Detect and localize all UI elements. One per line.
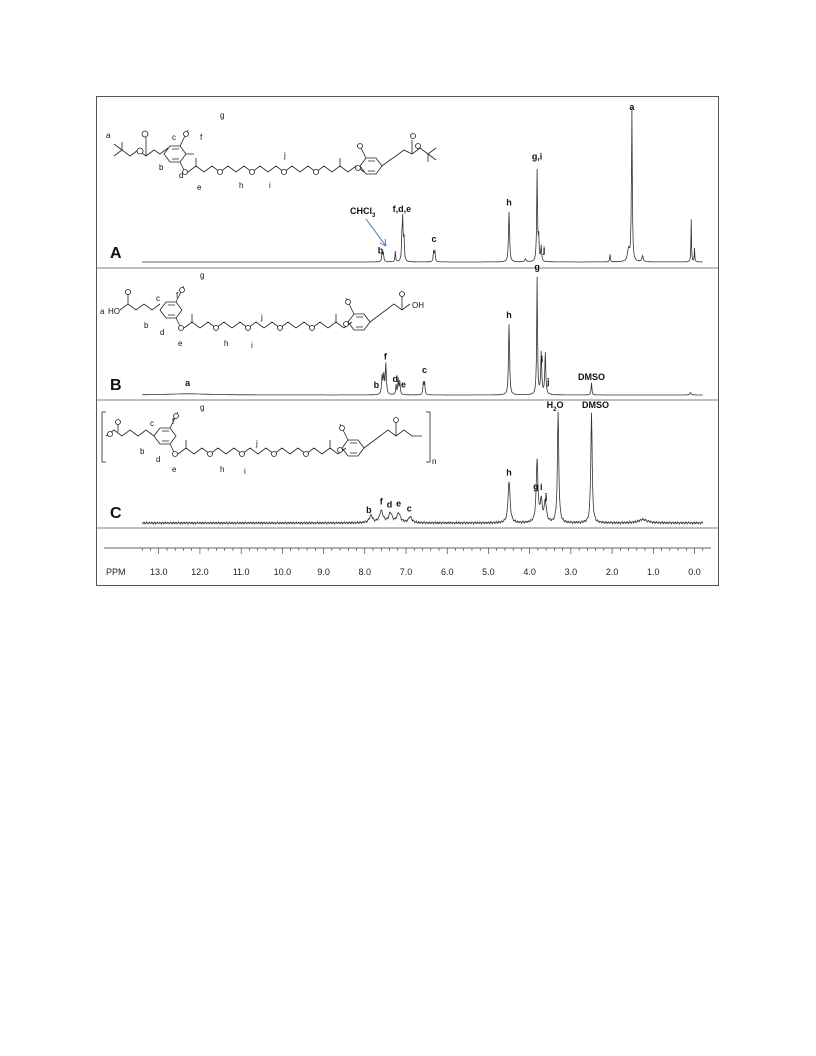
- struct-a-label-j: j: [284, 151, 286, 160]
- peak-label-c-4: c: [406, 503, 412, 514]
- peak-label-b-6: d: [392, 374, 399, 385]
- struct-b-label-d: d: [160, 328, 165, 337]
- tick-label: 5.0: [482, 567, 495, 577]
- struct-b-left-tag: a: [100, 307, 105, 316]
- struct-a-label-e: e: [197, 183, 202, 192]
- tick-label: 12.0: [191, 567, 209, 577]
- tick-label: 13.0: [149, 567, 168, 577]
- peak-label-b-10: DMSO: [577, 372, 605, 382]
- peak-label-b-9: a: [185, 378, 191, 388]
- struct-a-label-h: h: [239, 181, 244, 190]
- tick-label: 11.0: [232, 567, 250, 577]
- struct-c-label-g: g: [200, 403, 205, 412]
- peak-label-c-5: h: [506, 467, 512, 478]
- struct-c-label-h: h: [220, 465, 225, 474]
- peak-label-c-3: e: [396, 498, 402, 509]
- struct-a-label-i: i: [269, 181, 271, 190]
- peak-label-a-3: j: [542, 245, 546, 256]
- struct-c-label-j: j: [256, 439, 258, 448]
- struct-b-acid-right: OH: [412, 301, 424, 310]
- panel-label-c: C: [110, 505, 122, 522]
- struct-a-label-b: b: [159, 163, 164, 172]
- struct-c-label-c: c: [150, 419, 154, 428]
- struct-a-label-f: f: [200, 133, 203, 142]
- panel-label-a: A: [110, 245, 122, 262]
- struct-a-label-a: a: [106, 131, 111, 140]
- peak-label-c-1: f: [379, 496, 383, 507]
- peak-label-c-2: d: [386, 499, 393, 510]
- peak-label-b-2: i: [540, 354, 544, 365]
- tick-label: 4.0: [523, 567, 536, 577]
- tick-label: 8.0: [358, 567, 372, 577]
- axis-title: PPM: [106, 567, 126, 577]
- struct-b-label-i: i: [251, 341, 253, 350]
- peak-label-c-0: b: [366, 504, 372, 515]
- struct-c-label-f: f: [172, 417, 175, 426]
- nmr-figure: [96, 96, 719, 586]
- peak-label-a-5: b: [377, 245, 384, 256]
- tick-label: 0.0: [688, 567, 701, 577]
- struct-b-label-e: e: [178, 339, 183, 348]
- peak-label-a-4: f,d,e: [392, 203, 412, 214]
- peak-label-a-1: g,i: [531, 151, 543, 162]
- peak-label-b-8: c: [422, 364, 428, 375]
- struct-c-label-b: b: [140, 447, 145, 456]
- peak-label-a-7: CHCl$_3$: [350, 206, 376, 219]
- peak-label-b-3: j: [546, 376, 550, 387]
- peak-label-b-4: f: [383, 351, 387, 362]
- peak-label-b-5: b: [373, 380, 380, 391]
- struct-b-label-j: j: [261, 313, 263, 322]
- peak-label-c-6: g: [533, 481, 539, 492]
- struct-b-label-g: g: [200, 271, 205, 280]
- struct-c-label-e: e: [172, 465, 177, 474]
- peak-label-b-7: e: [401, 379, 407, 390]
- peak-label-a-2: h: [506, 197, 512, 208]
- struct-b-label-b: b: [144, 321, 149, 330]
- tick-label: 3.0: [564, 567, 578, 577]
- tick-label: 7.0: [399, 567, 413, 577]
- struct-a-label-c: c: [172, 133, 176, 142]
- struct-b-acid-left: HO: [108, 307, 120, 316]
- struct-b-label-c: c: [156, 294, 160, 303]
- peak-label-b-0: g: [534, 261, 540, 272]
- struct-c-repeat-n: n: [432, 457, 437, 466]
- peak-label-b-1: h: [506, 310, 512, 321]
- tick-label: 1.0: [647, 567, 660, 577]
- tick-label: 6.0: [440, 567, 454, 577]
- struct-b-label-h: h: [224, 339, 229, 348]
- nmr-spectra-svg: [96, 96, 719, 586]
- tick-label: 9.0: [317, 567, 330, 577]
- peak-label-c-7: i: [539, 481, 543, 492]
- panel-label-b: B: [110, 377, 122, 394]
- peak-label-c-9: $H_2O$: [546, 400, 564, 414]
- tick-label: 10.0: [273, 567, 292, 577]
- struct-c-label-i: i: [244, 467, 246, 476]
- peak-label-c-8: j: [544, 491, 548, 502]
- peak-label-a-6: c: [431, 234, 437, 245]
- struct-c-label-d: d: [156, 455, 161, 464]
- struct-b-label-f: f: [176, 291, 179, 300]
- peak-label-a-0: a: [629, 102, 635, 112]
- struct-a-label-g: g: [220, 111, 225, 120]
- struct-a-label-d: d: [179, 171, 184, 180]
- peak-label-c-10: DMSO: [581, 400, 609, 411]
- tick-label: 2.0: [605, 567, 619, 577]
